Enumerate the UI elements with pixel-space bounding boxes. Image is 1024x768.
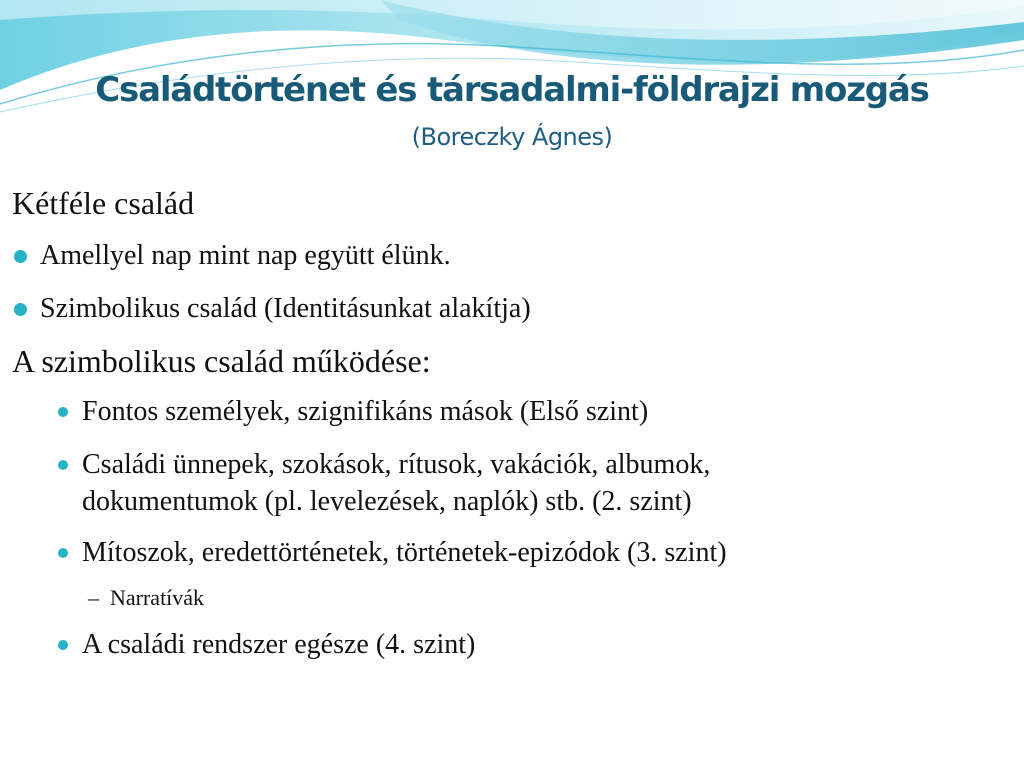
- list-item: Mítoszok, eredettörténetek, történetek-epizódok (3. szint): [82, 537, 727, 568]
- list-item: Szimbolikus család (Identitásunkat alakítja): [40, 293, 531, 324]
- slide-title: Családtörténet és társadalmi-földrajzi mozgás: [95, 70, 929, 110]
- filled-circle-icon: [58, 640, 68, 650]
- heading-ketfele-csalad: Kétféle család: [12, 185, 195, 221]
- filled-circle-icon: [14, 250, 27, 263]
- filled-circle-icon: [14, 303, 27, 316]
- list-item-continuation: dokumentumok (pl. levelezések, naplók) stb. (2. szint): [82, 486, 692, 517]
- heading-szimbolikus-csalad: A szimbolikus család működése:: [12, 343, 431, 379]
- list-item: Fontos személyek, szignifikáns mások (Első szint): [82, 396, 649, 427]
- sub-sub-item: Narratívák: [110, 585, 205, 610]
- list-item: Családi ünnepek, szokások, rítusok, vakációk, albumok,: [82, 449, 711, 480]
- filled-circle-icon: [58, 407, 68, 417]
- dash-marker: –: [88, 585, 99, 610]
- slide-subtitle: (Boreczky Ágnes): [411, 123, 613, 151]
- filled-circle-icon: [58, 548, 68, 558]
- list-item: A családi rendszer egésze (4. szint): [82, 629, 476, 660]
- list-item: Amellyel nap mint nap együtt élünk.: [40, 240, 451, 271]
- filled-circle-icon: [58, 460, 68, 470]
